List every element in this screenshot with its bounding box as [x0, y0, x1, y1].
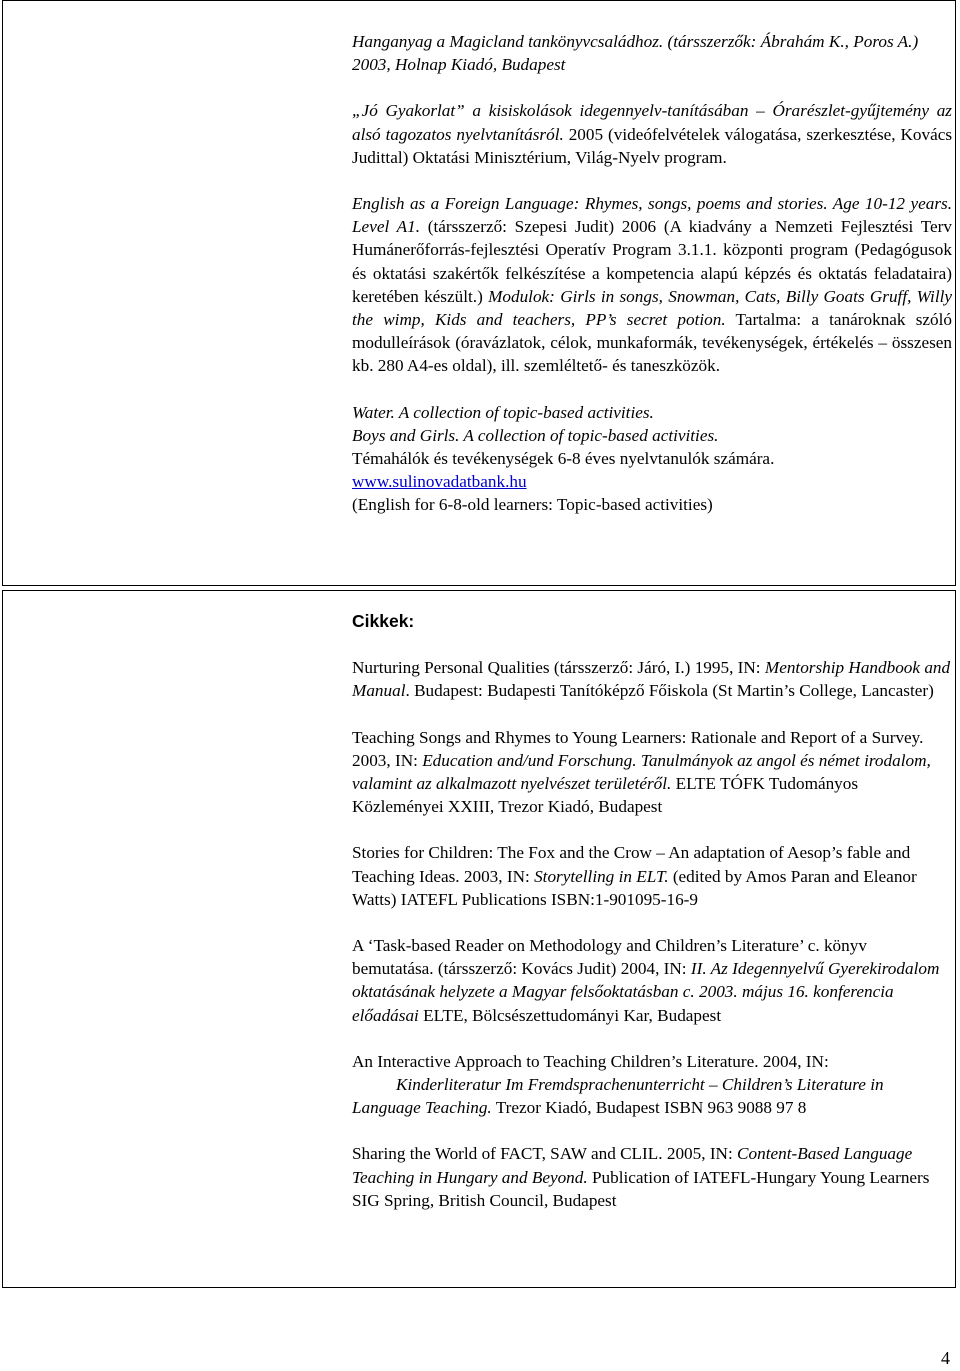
article-sharing-the-world: Sharing the World of FACT, SAW and CLIL. 2005, IN: Content-Based Language Teaching in Hungary and Beyond. Publication of IATEFL-Hungary Young Learners SIG Spring, British Council, Budapest [352, 1144, 930, 1210]
article-interactive-approach: An Interactive Approach to Teaching Children’s Literature. 2004, IN: Kinderliteratur Im Fremdsprachenunterricht – Children’s Literature in Language Teaching. Trezor Kiadó, Budapest ISBN 963 9088 97 8 [352, 1051, 884, 1118]
article-task-based-reader: A ‘Task-based Reader on Methodology and Children’s Literature’ c. könyv bemutatása. (társszerző: Kovács Judit) 2004, IN: II. Az Idegennyelvű Gyerekirodalom oktatásának helyzete a Magyar felsőoktatásban c. 2003. május 16. konferencia előadásai ELTE, Bölcsészettudományi Kar, Budapest [352, 936, 940, 1025]
entry-jo-gyakorlat: „Jó Gyakorlat” a kisiskolások idegennyelv-tanításában – Órarészlet-gyűjtemény az alsó tagozatos nyelvtanításról. 2005 (videófelvételek válogatása, szerkesztése, Kovács Judittal) Oktatási Minisztérium, Világ-Nyelv program. [352, 101, 953, 167]
entry-hanganyag: Hanganyag a Magicland tankönyvcsaládhoz. (társszerzők: Ábrahám K., Poros A.) 2003, Holnap Kiadó, Budapest [352, 32, 919, 75]
article-stories-for-children: Stories for Children: The Fox and the Crow – An adaptation of Aesop’s fable and Teaching Ideas. 2003, IN: Storytelling in ELT. (edited by Amos Paran and Eleanor Watts) IATEFL Publications ISBN:1-901095-16-9 [352, 843, 917, 909]
upper-publication-list [352, 30, 952, 517]
sulinova-link[interactable]: www.sulinovadatbank.hu [352, 472, 527, 492]
upper-publication-box [2, 0, 956, 586]
articles-heading: Cikkek: [352, 611, 415, 631]
article-teaching-songs: Teaching Songs and Rhymes to Young Learners: Rationale and Report of a Survey. 2003, IN: Education and/und Forschung. Tanulmányok az angol és német irodalom, valamint az alkalmazott nyelvészet területéről. ELTE TÓFK Tudományos Közleményei XXIII, Trezor Kiadó, Budapest [352, 727, 931, 817]
entry-water: Water. A collection of topic-based activities. Boys and Girls. A collection of topic-based activities. Témahálók és tevékenységek 6-8 éves nyelvtanulók számára. www.sulinovadatbank.hu (English for 6-8-old learners: Topic-based activities) [352, 402, 775, 515]
article-nurturing: Nurturing Personal Qualities (társszerző: Járó, I.) 1995, IN: Mentorship Handbook and Manual. Budapest: Budapesti Tanítóképző Főiskola (St Martin’s College, Lancaster) [352, 658, 951, 701]
articles-box [2, 590, 956, 1288]
entry-efl-rhymes: English as a Foreign Language: Rhymes, songs, poems and stories. Age 10-12 years. Level A1. (társszerző: Szepesi Judit) 2006 (A kiadvány a Nemzeti Fejlesztési Terv Humánerőforrás-fejlesztési Operatív Program 3.1.1. központi program (Pedagógusok és oktatási szakértők felkészítése a kompetencia alapú képzés és oktatás feladataira) keretében készült.) Modulok: Girls in songs, Snowman, Cats, Billy Goats Gruff, Willy the wimp, Kids and teachers, PP’s secret potion. Tartalma: a tanároknak szóló modulleírások (óravázlatok, célok, munkaformák, tevékenységek, értékelés – összesen kb. 280 A4-es oldal), ill. szemléltető- és taneszközök. [352, 194, 953, 376]
articles-list [352, 610, 952, 1212]
page-number: 4 [941, 1348, 950, 1368]
